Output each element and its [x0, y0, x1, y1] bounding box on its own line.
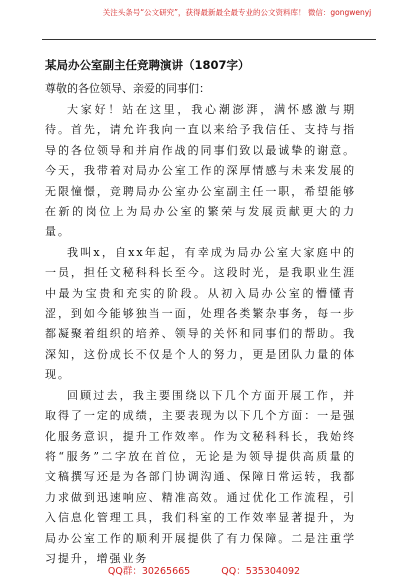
header-banner: 关注头条号“公文研究”，获得最新最全最专业的公文资料库！ 微信：gongwenyj [102, 8, 372, 17]
document-body [45, 100, 356, 569]
footer [0, 563, 408, 577]
footer-qq-group: QQ群：30265665 [107, 566, 191, 577]
header-divider [42, 39, 376, 40]
paragraph-greeting: 大家好！站在这里，我心潮澎湃，满怀感激与期待。首先，请允许我向一直以来给予我信任、支持与指导的各位领导和并肩作战的同事们致以最诚挚的谢意。今天，我带着对局办公室工作的深厚情感与未来发展的无限憧憬，竞聘局办公室办公室副主任一职，希望能够在新的岗位上为局办公室的繁荣与发展贡献更大的力量。 [45, 103, 356, 239]
salutation: 尊敬的各位领导、亲爱的同事们： [45, 82, 210, 95]
paragraph-introduction: 我叫x，自xx年起，有幸成为局办公室大家庭中的一员，担任文秘科科长至今。这段时光，是我职业生涯中最为宝贵和充实的阶段。从初入局办公室的懵懂青涩，到如今能够独当一面，处理各类繁杂事务，每一步都凝聚着组织的培养、领导的关怀和同事们的帮助。我深知，这份成长不仅是个人的努力，更是团队力量的体现。 [45, 245, 356, 382]
paragraph-review: 回顾过去，我主要围绕以下几个方面开展工作，并取得了一定的成绩，主要表现为以下几个方面：一是强化服务意识，提升工作效率。作为文秘科科长，我始终将“服务”二字放在首位，无论是为领导提供高质量的文稿撰写还是为各部门协调沟通、保障日常运转，我都力求做到迅速响应、精准高效。通过优化工作流程，引入信息化管理工具，我们科室的工作效率显著提升，为局办公室工作的顺利开展提供了有力保障。二是注重学习提升，增强业务 [45, 388, 356, 565]
document-title: 某局办公室副主任竞聘演讲（1807字） [45, 58, 250, 72]
footer-qq: QQ：535304092 [221, 566, 301, 577]
